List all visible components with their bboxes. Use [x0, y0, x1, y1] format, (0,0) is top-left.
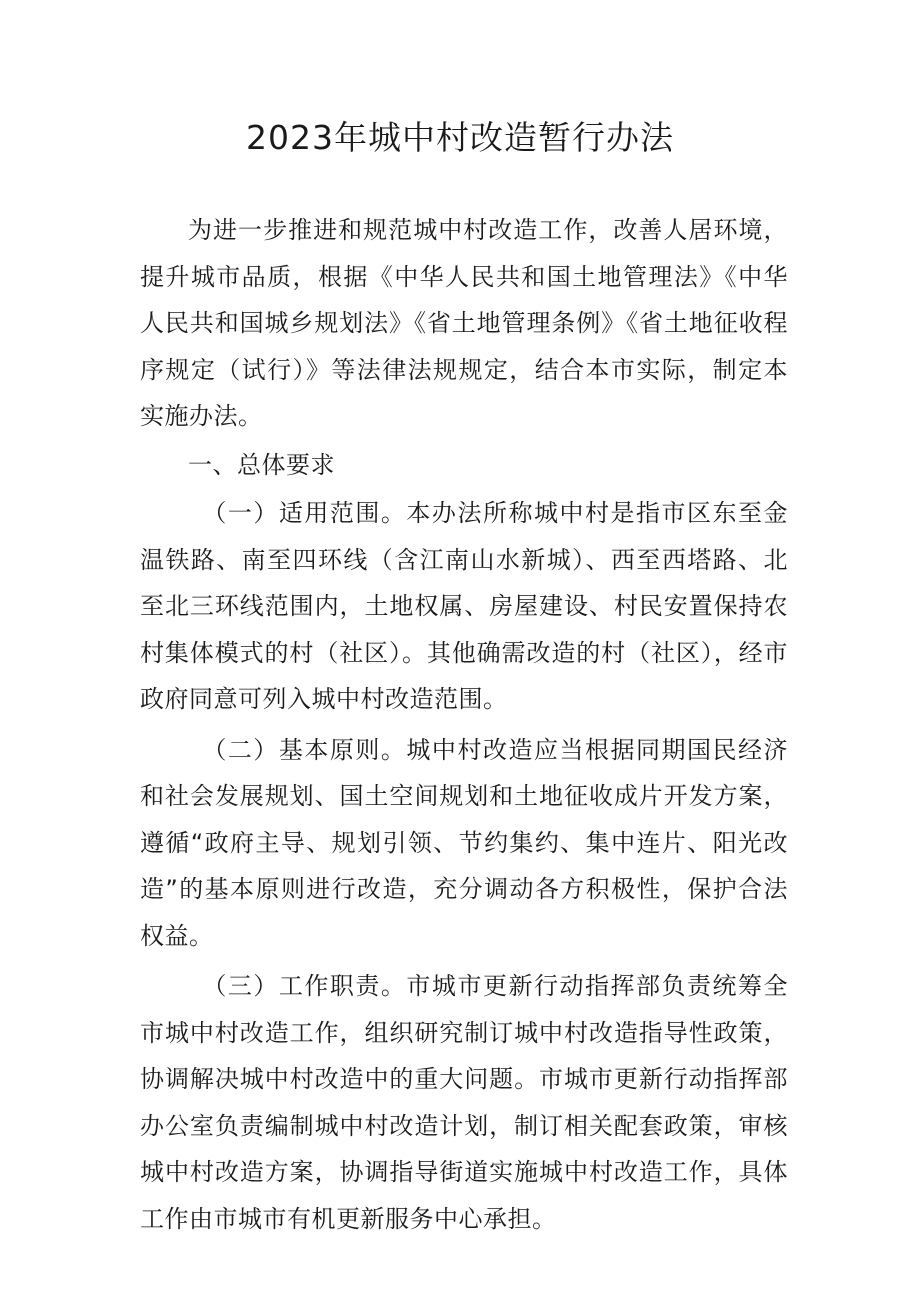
document-body	[140, 207, 788, 1242]
intro-paragraph: 为进一步推进和规范城中村改造工作，改善人居环境，提升城市品质，根据《中华人民共和国土地管理法》《中华人民共和国城乡规划法》《省土地管理条例》《省土地征收程序规定（试行）》等法律法规规定，结合本市实际，制定本实施办法。	[140, 216, 788, 430]
item-principles-paragraph: （二）基本原则。城中村改造应当根据同期国民经济和社会发展规划、国土空间规划和土地征收成片开发方案，遵循“政府主导、规划引领、节约集约、集中连片、阳光改造”的基本原则进行改造，充分调动各方积极性，保护合法权益。	[140, 735, 788, 950]
item-responsibilities-paragraph: （三）工作职责。市城市更新行动指挥部负责统筹全市城中村改造工作，组织研究制订城中村改造指导性政策，协调解决城中村改造中的重大问题。市城市更新行动指挥部办公室负责编制城中村改造计划，制订相关配套政策，审核城中村改造方案，协调指导街道实施城中村改造工作，具体工作由市城市有机更新服务中心承担。	[140, 972, 788, 1233]
item-scope-paragraph: （一）适用范围。本办法所称城中村是指市区东至金温铁路、南至四环线（含江南山水新城）、西至西塔路、北至北三环线范围内，土地权属、房屋建设、村民安置保持农村集体模式的村（社区）。其他确需改造的村（社区），经市政府同意可列入城中村改造范围。	[140, 499, 788, 713]
section-heading-general-requirements: 一、总体要求	[188, 450, 335, 479]
document-title: 2023年城中村改造暂行办法	[246, 118, 674, 157]
